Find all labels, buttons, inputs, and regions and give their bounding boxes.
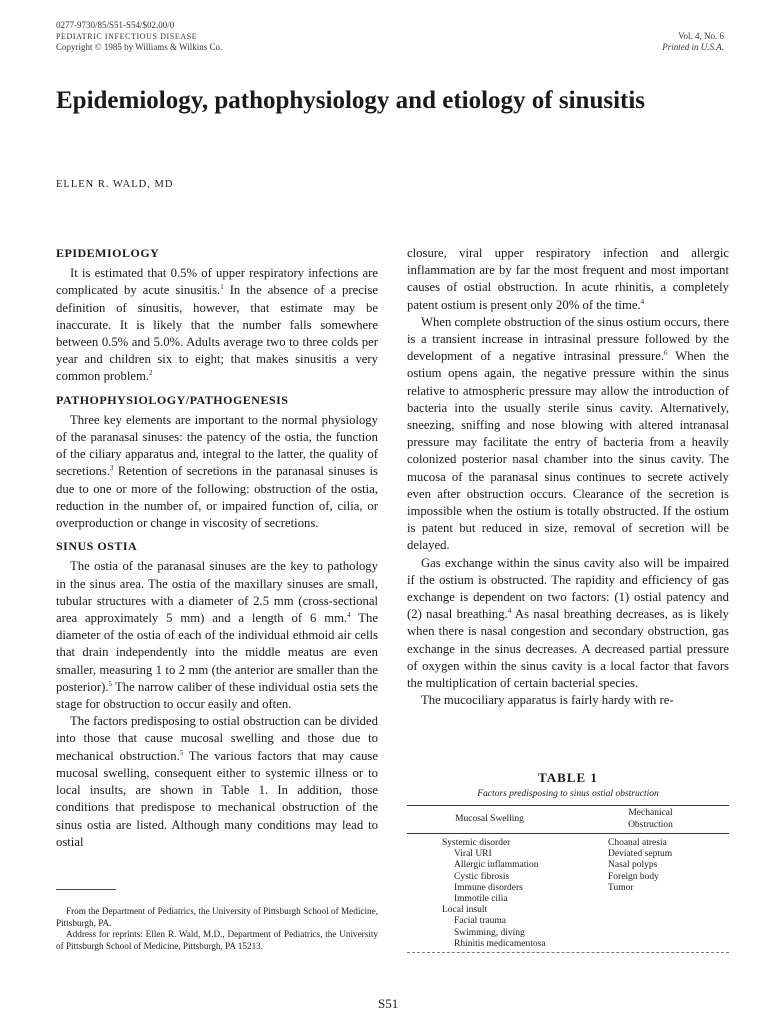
heading-pathophysiology: PATHOPHYSIOLOGY/PATHOGENESIS <box>56 392 289 407</box>
table-cell: Immotile cilia <box>454 894 508 905</box>
footnote-divider <box>56 889 116 890</box>
paragraph <box>56 558 378 713</box>
table-bottom-rule <box>407 952 729 953</box>
table-cell: Cystic fibrosis <box>454 871 510 882</box>
table-cell: Local insult <box>442 905 488 916</box>
volume: Vol. 4, No. 6 <box>678 31 724 41</box>
author: ELLEN R. WALD, MD <box>56 179 174 190</box>
text: Three key elements are important to the normal physiology of the paranasal sinuses: the patency of the ostia, the function of the ciliary apparatus and, integral to the latter, the quality of secretions. <box>56 412 378 479</box>
table-cell: Deviated septum <box>608 849 673 860</box>
paragraph: The mucociliary apparatus is fairly hardy with re- <box>421 693 674 708</box>
citation: 2 <box>149 369 153 378</box>
paragraph <box>56 265 378 385</box>
text: It is estimated that 0.5% of upper respiratory infections are complicated by acute sinusitis. <box>56 266 378 298</box>
citation: 4 <box>347 610 351 619</box>
text: As nasal breathing decreases, as is likely when there is nasal congestion and secondary obstruction, gas exchange in the sinus decreases. A decreased partial pressure of oxygen within the sinus cavity is a local factor that favors the multiplication of certain bacterial species. <box>407 607 729 691</box>
citation: 4 <box>507 607 512 616</box>
column-header-line: Obstruction <box>628 819 673 830</box>
text: In the absence of a precise definition of sinusitis, however, that estimate may be inaccurate. It is likely that the number falls somewhere between 0.5% and 5.0%. Adults average two to three colds per year and children six to eight; that makes sinusitis a very common problem. <box>56 283 378 384</box>
table-cell: Swimming, diving <box>454 927 525 938</box>
table-body <box>407 834 729 950</box>
heading-sinus-ostia: SINUS OSTIA <box>56 539 138 554</box>
text: The ostia of the paranasal sinuses are the key to pathology in the sinus area. The ostia of the maxillary sinuses are small, tubular structures with a diameter of 2.5 mm (cross-sectional area approximately 5 mm) and a length of 6 mm. <box>56 559 378 626</box>
table <box>407 805 729 953</box>
table-cell: Rhinitis medicamentosa <box>454 938 546 949</box>
journal-header-right <box>662 31 724 53</box>
citation: 6 <box>664 348 668 357</box>
page-number: S51 <box>378 996 399 1011</box>
citation: 3 <box>109 464 114 473</box>
article-title: Epidemiology, pathophysiology and etiology of sinusitis <box>56 87 646 114</box>
footnotes <box>56 906 378 952</box>
table-cell: Viral URI <box>454 849 492 860</box>
paragraph <box>56 412 378 532</box>
table-title: TABLE 1 <box>538 770 598 785</box>
article-code: 0277-9730/85/S51-S54/$02.00/0 <box>56 20 175 30</box>
table-cell: Immune disorders <box>454 882 523 893</box>
text: Retention of secretions in the paranasal sinuses is due to one or more of the following: obstruction of the ostia, reduction in the number of, or impaired function of, cilia, or overproduction or change in viscosity of secretions. <box>56 464 378 531</box>
printed-in: Printed in U.S.A. <box>662 42 724 52</box>
text: Gas exchange within the sinus cavity also will be impaired if the ostium is obstructed. The rapidity and efficiency of gas exchange is dependent on two factors: (1) ostial patency and (2) nasal breathing. <box>407 555 729 622</box>
table-cell: Systemic disorder <box>442 838 511 848</box>
footnote-affiliation: From the Department of Pediatrics, the University of Pittsburgh School of Medicine, Pittsburgh, PA. <box>56 906 378 928</box>
paragraph <box>56 713 378 851</box>
copyright: Copyright © 1985 by Williams & Wilkins Co. <box>56 42 223 52</box>
paragraph <box>407 245 729 314</box>
table-cell: Tumor <box>608 882 634 893</box>
heading-epidemiology: EPIDEMIOLOGY <box>56 246 160 260</box>
citation: 1 <box>220 283 224 292</box>
citation: 5 <box>179 748 184 757</box>
text: closure, viral upper respiratory infection and allergic inflammation are by far the most frequent and most important causes of ostial obstruction. In acute rhinitis, a completely patent ostium is present only 20% of the time. <box>407 246 729 312</box>
left-column <box>56 245 378 851</box>
table-cell: Choanal atresia <box>608 838 667 848</box>
table-column-mucosal <box>407 838 607 950</box>
table-cell: Facial trauma <box>454 916 506 927</box>
right-column <box>407 245 729 709</box>
table-header <box>407 806 729 833</box>
table-cell: Allergic inflammation <box>454 860 539 871</box>
column-header <box>572 808 729 830</box>
column-header-line: Mechanical <box>628 808 673 819</box>
journal-header-left <box>56 20 222 53</box>
table-column-mechanical <box>607 838 729 950</box>
footnote-reprints: Address for reprints: Ellen R. Wald, M.D., Department of Pediatrics, the University of Pittsburgh School of Medicine, Pittsburgh, PA 15213. <box>56 929 378 951</box>
citation: 4 <box>640 297 645 306</box>
text: The diameter of the ostia of each of the individual ethmoid air cells that drain independently into the middle meatus are even smaller, measuring 1 to 2 mm (the anterior are smaller than the posterior). <box>56 611 378 694</box>
text: The narrow caliber of these individual ostia sets the stage for obstruction to occur easily and often. <box>56 679 378 712</box>
paragraph <box>407 314 729 555</box>
text: The factors predisposing to ostial obstruction can be divided into those that cause mucosal swelling and those due to mechanical obstruction. <box>56 714 378 763</box>
text: The various factors that may cause mucosal swelling, consequent either to systemic illness or to local insults, are shown in Table 1. In addition, those conditions that predispose to mechanical obstruction of the sinus ostia are listed. Although many conditions may lead to ostial <box>56 748 378 849</box>
citation: 5 <box>108 679 112 688</box>
paragraph <box>407 555 729 693</box>
text: When complete obstruction of the sinus ostium occurs, there is a transient increase in intrasinal pressure followed by the development of a negative intrasinal pressure. <box>407 314 729 364</box>
column-header: Mucosal Swelling <box>455 813 524 824</box>
journal-name: PEDIATRIC INFECTIOUS DISEASE <box>56 32 198 41</box>
table-cell: Foreign body <box>608 871 659 882</box>
table-caption: Factors predisposing to sinus ostial obstruction <box>477 789 659 799</box>
table-cell: Nasal polyps <box>608 860 658 871</box>
text: When the ostium opens again, the negative pressure within the sinus relative to atmospheric pressure may allow the introduction of bacteria into the usually sterile sinus cavity. Alternatively, sneezing, sniffing and nose blowing with altered intranasal pressure may facilitate the entry of bacteria from a heavily colonized posterior nasal chamber into the sinus cavity. The mucosa of the paranasal sinus continues to secrete actively even after obstruction occurs. Clearance of the secretion is impossible when the ostium is totally obstructed. If the ostium is patent but reduced in size, removal of secretion will be delayed. <box>407 349 729 553</box>
